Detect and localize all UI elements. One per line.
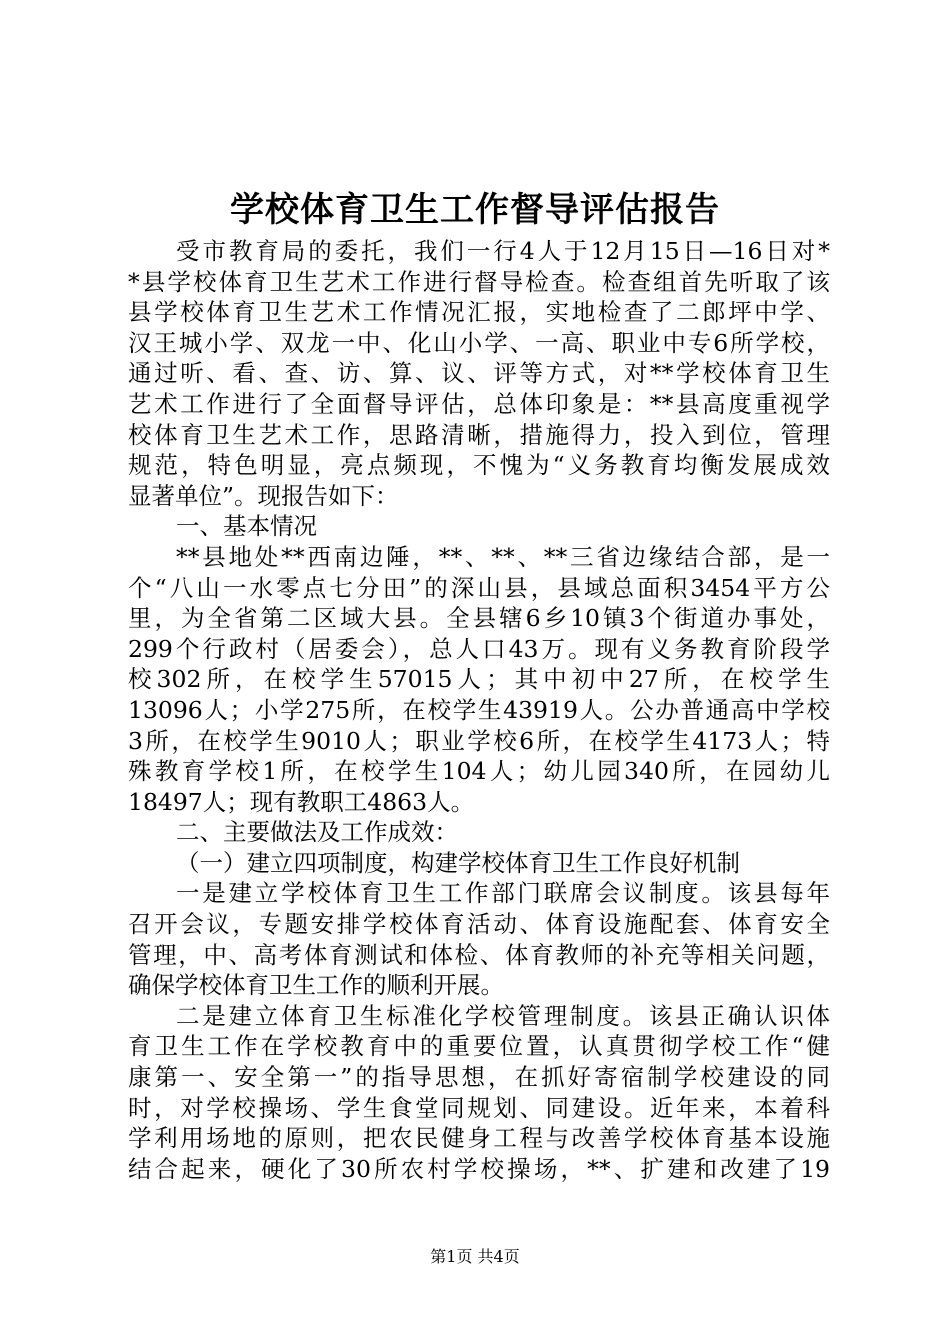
text-line: 二、主要做法及工作成效：	[176, 818, 458, 847]
text-line: 结合起来，硬化了30所农村学校操场，**、扩建和改建了19	[128, 1154, 830, 1183]
text-line: **县地处**西南边陲，**、**、**三省边缘结合部，是一	[176, 542, 830, 571]
text-line: 县学校体育卫生艺术工作情况汇报，实地检查了二郎坪中学、	[128, 298, 830, 327]
text-line: 一、基本情况	[176, 512, 317, 541]
document-body	[128, 236, 830, 1184]
text-line: 13096人；小学275所，在校学生43919人。公办普通高中学校	[128, 695, 830, 724]
text-line: 时，对学校操场、学生食堂同规划、同建设。近年来，本着科	[128, 1093, 830, 1122]
text-line: 召开会议，专题安排学校体育活动、体育设施配套、体育安全	[128, 910, 830, 939]
text-line: 康第一、安全第一”的指导思想，在抓好寄宿制学校建设的同	[128, 1063, 830, 1092]
text-line: *县学校体育卫生艺术工作进行督导检查。检查组首先听取了该	[128, 267, 830, 296]
text-line: 规范，特色明显，亮点频现，不愧为“义务教育均衡发展成效	[128, 451, 830, 480]
text-line: 校体育卫生艺术工作，思路清晰，措施得力，投入到位，管理	[128, 420, 830, 449]
text-line: 里，为全省第二区域大县。全县辖6乡10镇3个街道办事处，	[128, 604, 830, 633]
text-line: 受市教育局的委托，我们一行4人于12月15日—16日对*	[176, 237, 830, 265]
text-line: 通过听、看、查、访、算、议、评等方式，对**学校体育卫生	[128, 359, 830, 388]
text-line: 一是建立学校体育卫生工作部门联席会议制度。该县每年	[176, 879, 830, 908]
text-line: 殊教育学校1所，在校学生104人；幼儿园340所，在园幼儿	[128, 757, 830, 786]
page-footer: 第1页 共4页	[430, 1247, 520, 1266]
text-line: （一）建立四项制度，构建学校体育卫生工作良好机制	[176, 848, 740, 877]
text-line: 299个行政村（居委会），总人口43万。现有义务教育阶段学	[128, 634, 830, 663]
text-line: 学利用场地的原则，把农民健身工程与改善学校体育基本设施	[128, 1124, 830, 1153]
text-line: 确保学校体育卫生工作的顺利开展。	[128, 971, 504, 1000]
text-line: 3所，在校学生9010人；职业学校6所，在校学生4173人；特	[128, 726, 830, 755]
text-line: 显著单位”。现报告如下：	[128, 481, 399, 510]
text-line: 艺术工作进行了全面督导评估，总体印象是：**县高度重视学	[128, 389, 830, 418]
text-line: 18497人；现有教职工4863人。	[128, 787, 475, 816]
text-line: 育卫生工作在学校教育中的重要位置，认真贯彻学校工作“健	[128, 1032, 830, 1061]
text-line: 管理，中、高考体育测试和体检、体育教师的补充等相关问题，	[128, 940, 830, 969]
document-title: 学校体育卫生工作督导评估报告	[230, 190, 720, 230]
text-line: 个“八山一水零点七分田”的深山县，县域总面积3454平方公	[128, 573, 830, 602]
text-line: 校302所，在校学生57015人；其中初中27所，在校学生	[128, 665, 830, 694]
text-line: 二是建立体育卫生标准化学校管理制度。该县正确认识体	[176, 1001, 830, 1030]
text-line: 汉王城小学、双龙一中、化山小学、一高、职业中专6所学校，	[128, 328, 830, 357]
